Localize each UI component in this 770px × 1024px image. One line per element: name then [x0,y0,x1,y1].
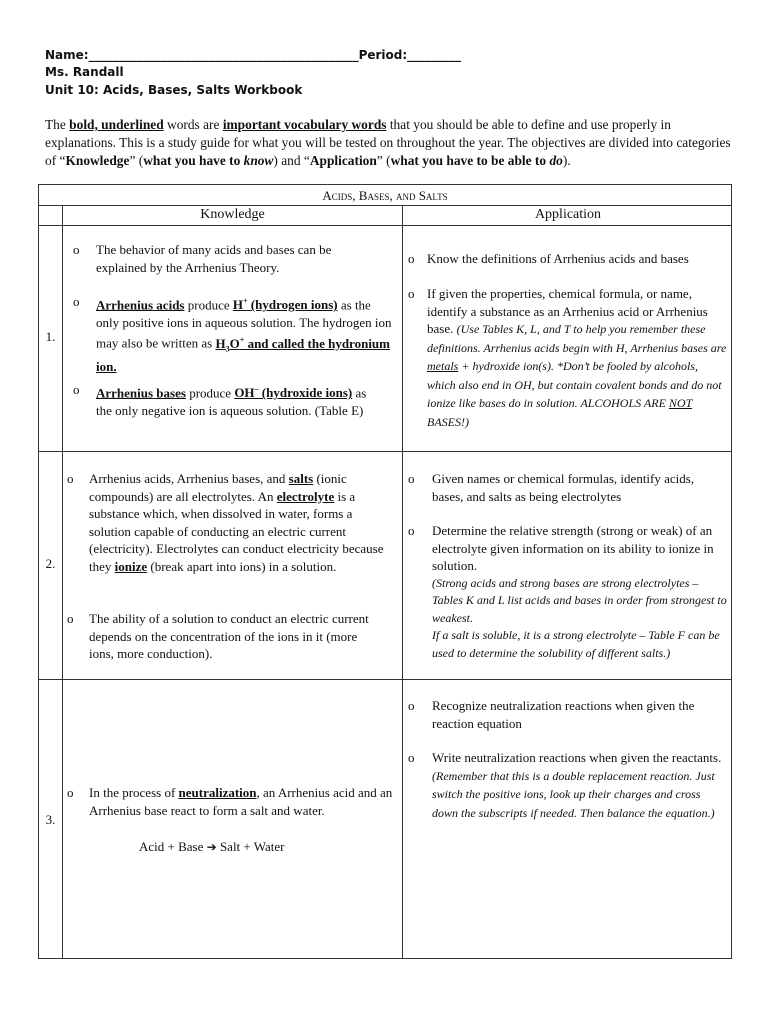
bullet-icon: o [73,382,80,397]
item-text: (hydrogen ions) [247,297,338,313]
item-text: produce [184,297,233,313]
item-text: If given the properties, chemical formula, or name, identify a substance as an Arrhenius acid or Arrhenius base. [427,286,708,336]
superscript: + [239,335,245,345]
table-rule [39,679,731,680]
intro-text: words are [163,117,223,132]
teacher-name: Ms. Randall [45,65,124,79]
application-item: Know the definitions of Arrhenius acids and bases [427,251,689,266]
row-number: 2. [45,556,56,571]
superscript: + [242,297,248,306]
intro-text: The [45,117,70,132]
bullet-icon: o [73,242,80,257]
table-title: Acids, Bases, and Salts [322,188,448,203]
bullet-icon: o [67,785,74,800]
term-salts: salts [288,471,314,486]
item-text: (ionic compounds) are all electrolytes. An [89,471,347,504]
intro-text: ). [562,153,571,168]
neutralization-equation [139,838,379,857]
item-note: NOT [668,396,693,410]
intro-text: ) and “ [273,153,310,168]
intro-paragraph [45,116,735,170]
item-text: (break apart into ions) in a solution. [147,558,337,574]
item-text: O [229,335,240,351]
knowledge-item [89,784,395,819]
knowledge-item [89,470,395,575]
application-item [432,522,728,662]
objectives-table [38,184,732,959]
intro-do-phrase: what you have to be able to [390,153,550,168]
knowledge-item: The ability of a solution to conduct an electric current depends on the concentration of the ions in it (more ions, more conduction). [89,611,369,661]
item-note: BASES!) [427,414,469,429]
item-text: is a substance which, when dissolved in water, forms a solution capable of conducting an electric current (electricity). Electrolytes can conduct electricity because they [89,488,384,574]
subscript: 3 [225,344,230,354]
item-text: Acid + Base [139,839,207,854]
term-ionize: ionize [114,558,148,574]
table-rule [402,205,403,958]
bullet-icon: o [408,286,415,301]
table-rule [39,451,731,452]
knowledge-item [96,381,372,419]
bullet-icon: o [408,251,415,266]
item-text: , an Arrhenius acid and an Arrhenius base react to form a salt and water. [89,785,393,818]
item-text: Write neutralization reactions when given the reactants. [432,750,722,765]
intro-application: Application [309,153,377,168]
row-number: 3. [45,812,56,827]
application-item [427,285,727,431]
item-text: as the only positive ions in aqueous solution. The hydrogen ion may also be written as [96,297,392,351]
knowledge-item [96,293,392,375]
name-period-line: Name:_____________________________________________Period:_________ [45,48,462,62]
term-hydrogen-ion [233,297,338,312]
unit-title: Unit 10: Acids, Bases, Salts Workbook [45,83,303,97]
intro-text: ” ( [376,153,391,168]
item-text: as the only negative ion is aqueous solution. (Table E) [96,385,367,418]
application-item: Recognize neutralization reactions when given the reaction equation [432,698,695,731]
item-note: (Use Tables K, L, and T to help you remember these definitions. Arrhenius acids begin with H, Arrhenius bases are [427,322,727,355]
arrow-icon: ➔ [206,840,217,854]
item-text: In the process of [89,785,179,800]
bullet-icon: o [408,523,415,538]
item-text: Determine the relative strength (strong or weak) of an electrolyte given information on its ability to ionize in solution. [432,523,714,573]
intro-knowledge: Knowledge [65,153,130,168]
intro-vocab-term: important vocabulary words [222,117,387,132]
item-text: OH [234,385,255,401]
superscript: – [254,385,259,394]
item-note: metals [427,359,459,373]
term-electrolyte: electrolyte [276,488,335,504]
item-text: produce [185,385,235,401]
knowledge-header: Knowledge [200,207,265,222]
application-item [432,749,728,822]
item-note: (Strong acids and strong bases are strong electrolytes – Tables K and L list acids and bases in order from strongest to weakest. [432,575,727,625]
application-item: Given names or chemical formulas, identify acids, bases, and salts as being electrolytes [432,471,695,504]
bullet-icon: o [67,471,74,486]
bullet-icon: o [408,698,415,713]
item-note: + hydroxide ion(s). *Don’t be fooled by alcohols, which also end in OH, but contain covalent bonds and do not ionize like bases do in solution. ALCOHOLS ARE [427,359,722,410]
item-text: (hydroxide ions) [258,385,353,401]
item-note: (Remember that this is a double replacement reaction. Just switch the positive ions, look up their charges and cross down the subscripts if needed. Then balance the equation.) [432,768,715,820]
intro-bold-underlined: bold, underlined [69,117,164,132]
item-text: and called the hydronium ion. [96,335,390,374]
bullet-icon: o [67,611,74,626]
knowledge-item: The behavior of many acids and bases can be explained by the Arrhenius Theory. [96,242,332,275]
item-text: Salt + Water [216,839,285,854]
bullet-icon: o [408,750,415,765]
bullet-icon: o [408,471,415,486]
term-arrhenius-bases: Arrhenius bases [96,385,186,401]
intro-text: ” ( [129,153,144,168]
intro-know-phrase: what you have to [143,153,244,168]
item-text: H [215,335,226,351]
term-hydroxide-ion [234,385,352,400]
table-rule [39,225,731,226]
table-rule [62,205,63,958]
item-text: H [232,297,243,313]
term-neutralization: neutralization [178,785,257,800]
item-text: Arrhenius acids, Arrhenius bases, and [89,471,289,486]
intro-do: do [549,153,563,168]
intro-know: know [243,153,274,168]
row-number: 1. [45,329,56,344]
item-note: If a salt is soluble, it is a strong electrolyte – Table F can be used to determine the solubility of different salts.) [432,628,720,660]
bullet-icon: o [73,294,80,309]
term-arrhenius-acids: Arrhenius acids [96,297,185,313]
application-header: Application [534,207,602,222]
intro-text: that you should be able to define and use properly in explanations. This is a study guide for what you will be tested on throughout the year. The objectives are divided into categories of “ [45,117,731,168]
